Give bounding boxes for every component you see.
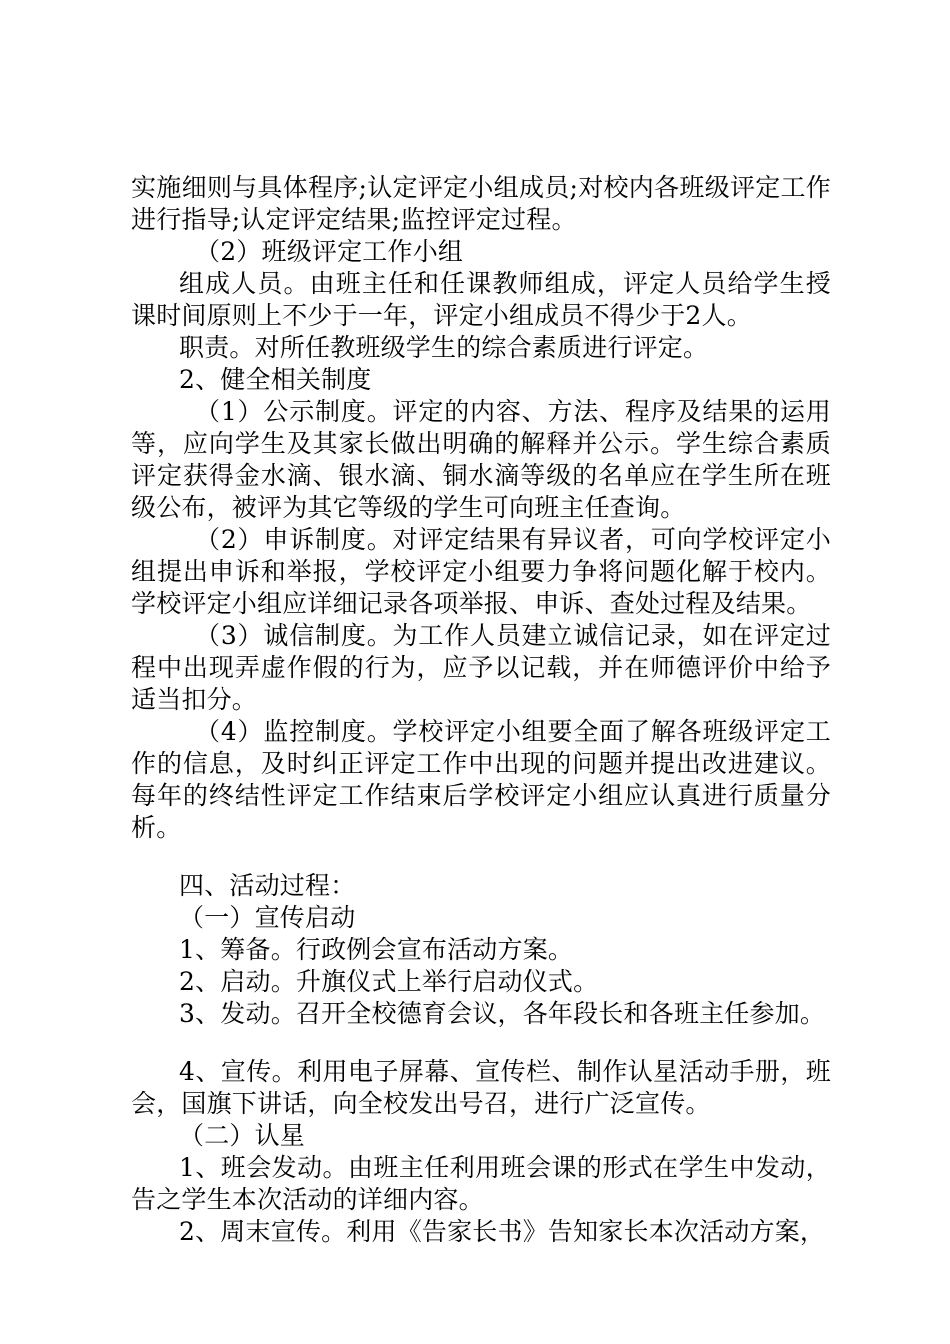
heading-class-evaluation-group: （2）班级评定工作小组 <box>195 237 464 266</box>
paragraph-group-members: 组成人员。由班主任和任课教师组成，评定人员给学生授课时间原则上不少于一年，评定小组成员不得少于2人。 <box>131 269 831 330</box>
heading-activity-process: 四、活动过程： <box>179 871 356 900</box>
heading-star-recognition: （二）认星 <box>179 1121 306 1150</box>
paragraph-spacer <box>131 1030 831 1056</box>
paragraph-publicity-system: （1）公示制度。评定的内容、方法、程序及结果的运用等，应向学生及其家长做出明确的解释并公示。学生综合素质评定获得金水滴、银水滴、铜水滴等级的名单应在学生所在班级公布，被评为其它等级的学生可向班主任查询。 <box>131 397 831 522</box>
paragraph-duties: 职责。对所任教班级学生的综合素质进行评定。 <box>179 333 709 362</box>
paragraph-monitoring-system: （4）监控制度。学校评定小组要全面了解各班级评定工作的信息，及时纠正评定工作中出现的问题并提出改进建议。每年的终结性评定工作结束后学校评定小组应认真进行质量分析。 <box>131 717 831 842</box>
list-item-mobilization: 3、发动。召开全校德育会议，各年段长和各班主任参加。 <box>179 999 826 1028</box>
heading-publicity-launch: （一）宣传启动 <box>179 903 356 932</box>
list-item-weekend-publicity: 2、周末宣传。利用《告家长书》告知家长本次活动方案， <box>179 1217 826 1246</box>
paragraph-integrity-system: （3）诚信制度。为工作人员建立诚信记录，如在评定过程中出现弄虚作假的行为，应予以记载，并在师德评价中给予适当扣分。 <box>131 621 831 714</box>
list-item-preparation: 1、筹备。行政例会宣布活动方案。 <box>179 935 574 964</box>
list-item-publicity: 4、宣传。利用电子屏幕、宣传栏、制作认星活动手册，班会，国旗下讲话，向全校发出号召，进行广泛宣传。 <box>131 1057 831 1118</box>
list-item-launch: 2、启动。升旗仪式上举行启动仪式。 <box>179 967 599 996</box>
heading-related-systems: 2、健全相关制度 <box>179 365 372 394</box>
paragraph-appeal-system: （2）申诉制度。对评定结果有异议者，可向学校评定小组提出申诉和举报，学校评定小组要力争将问题化解于校内。学校评定小组应详细记录各项举报、申诉、查处过程及结果。 <box>131 525 831 618</box>
paragraph-implementation-rules: 实施细则与具体程序;认定评定小组成员;对校内各班级评定工作进行指导;认定评定结果;监控评定过程。 <box>131 173 831 234</box>
document-body <box>131 172 831 1248</box>
list-item-class-meeting: 1、班会发动。由班主任利用班会课的形式在学生中发动，告之学生本次活动的详细内容。 <box>131 1153 831 1214</box>
paragraph-spacer <box>131 844 831 870</box>
